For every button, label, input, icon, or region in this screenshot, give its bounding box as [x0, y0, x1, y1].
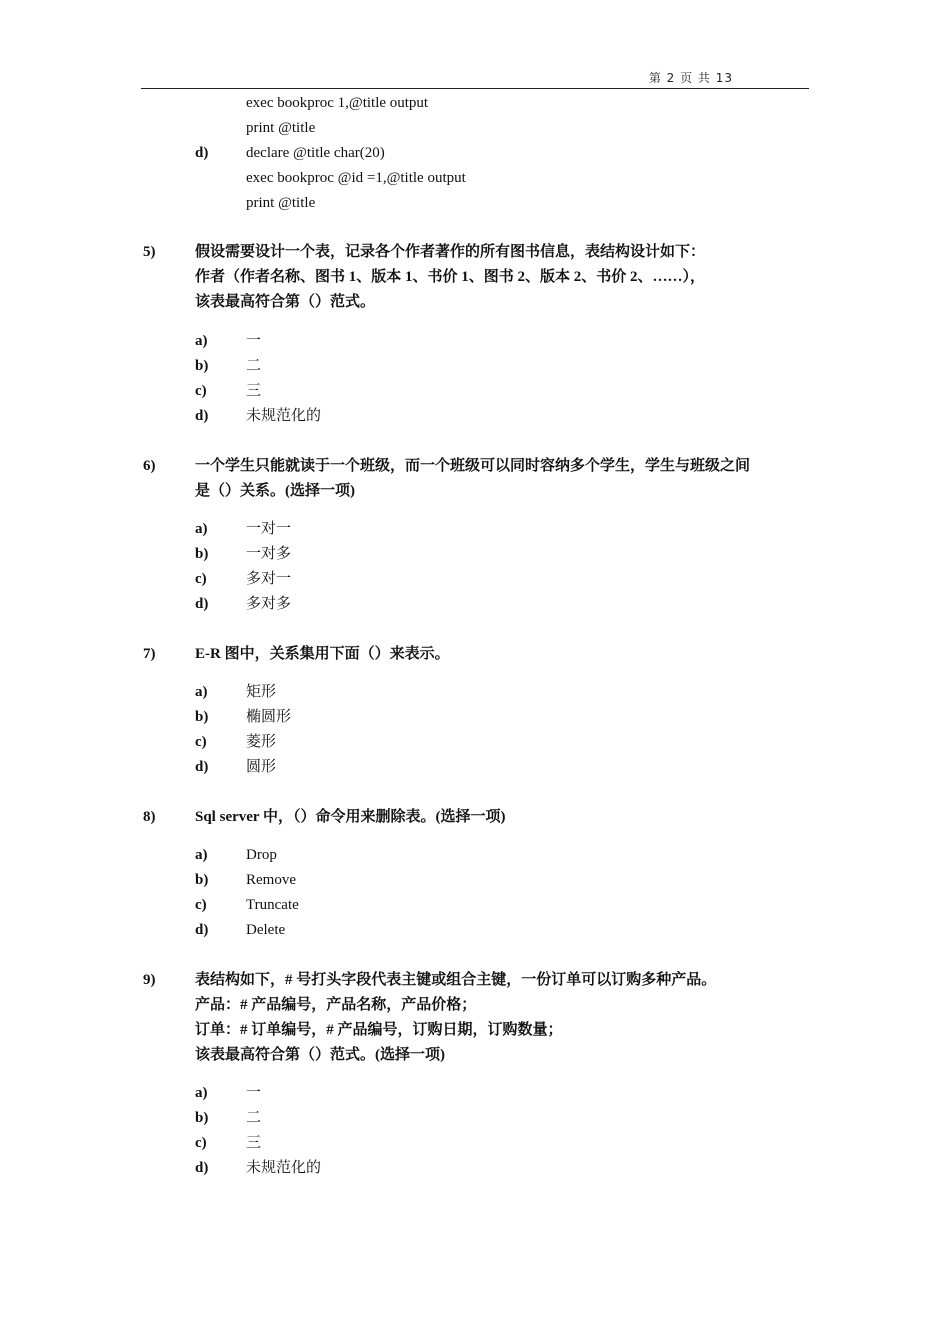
code-line: exec bookproc @id =1,@title output — [246, 170, 466, 186]
question-text: 一个学生只能就读于一个班级，而一个班级可以同时容纳多个学生，学生与班级之间 — [195, 458, 751, 474]
option-text: Drop — [246, 847, 277, 863]
option-letter: a) — [195, 521, 208, 537]
option-letter: d) — [195, 408, 209, 424]
option-text: 矩形 — [246, 684, 277, 700]
option-letter: b) — [195, 358, 209, 374]
option-text: 椭圆形 — [246, 709, 292, 725]
option-letter: a) — [195, 684, 208, 700]
option-letter: c) — [195, 1135, 207, 1151]
page-header — [141, 66, 809, 89]
option-text: 未规范化的 — [246, 408, 322, 424]
option-letter: b) — [195, 709, 209, 725]
question-text: E-R 图中，关系集用下面（）来表示。 — [195, 646, 450, 662]
option-text: 三 — [246, 1135, 262, 1151]
option-letter: d) — [195, 596, 209, 612]
question-text: 订单：# 订单编号，# 产品编号，订购日期，订购数量； — [195, 1022, 563, 1038]
option-text: 二 — [246, 1110, 262, 1126]
code-line: print @title — [246, 195, 316, 211]
option-letter: b) — [195, 872, 209, 888]
option-letter: d) — [195, 145, 209, 161]
page-number-label: 第 2 页 共 13 — [648, 71, 733, 85]
question-number: 7) — [143, 646, 156, 662]
option-letter: c) — [195, 383, 207, 399]
option-text: 多对一 — [246, 571, 292, 587]
question-text: 假设需要设计一个表，记录各个作者著作的所有图书信息，表结构设计如下： — [195, 244, 706, 260]
option-letter: a) — [195, 1085, 208, 1101]
question-text: 该表最高符合第（）范式。 — [195, 294, 376, 310]
option-text: 一对多 — [246, 546, 292, 562]
option-text: 一 — [246, 1085, 262, 1101]
option-text: 未规范化的 — [246, 1160, 322, 1176]
question-text: 产品：# 产品编号，产品名称，产品价格； — [195, 997, 477, 1013]
option-text: Remove — [246, 872, 296, 888]
option-letter: a) — [195, 333, 208, 349]
question-number: 5) — [143, 244, 156, 260]
option-letter: c) — [195, 734, 207, 750]
option-text: 圆形 — [246, 759, 277, 775]
option-text: 二 — [246, 358, 262, 374]
option-text: 多对多 — [246, 596, 292, 612]
option-letter: b) — [195, 1110, 209, 1126]
question-text: Sql server 中，（）命令用来删除表。(选择一项) — [195, 809, 506, 825]
option-text: Delete — [246, 922, 286, 938]
question-text: 作者（作者名称、图书 1、版本 1、书价 1、图书 2、版本 2、书价 2、……）， — [195, 269, 706, 285]
option-letter: d) — [195, 1160, 209, 1176]
code-line: exec bookproc 1,@title output — [246, 95, 429, 111]
option-letter: d) — [195, 922, 209, 938]
question-number: 6) — [143, 458, 156, 474]
option-letter: d) — [195, 759, 209, 775]
option-letter: b) — [195, 546, 209, 562]
question-number: 8) — [143, 809, 156, 825]
option-text: 菱形 — [246, 734, 277, 750]
code-line: declare @title char(20) — [246, 145, 385, 161]
question-text: 该表最高符合第（）范式。(选择一项) — [195, 1047, 445, 1063]
option-text: 一对一 — [246, 521, 292, 537]
question-text: 表结构如下，# 号打头字段代表主键或组合主键，一份订单可以订购多种产品。 — [195, 972, 717, 988]
option-letter: c) — [195, 571, 207, 587]
option-letter: a) — [195, 847, 208, 863]
option-text: 三 — [246, 383, 262, 399]
option-text: Truncate — [246, 897, 299, 913]
question-text: 是（）关系。(选择一项) — [195, 483, 355, 499]
option-text: 一 — [246, 333, 262, 349]
question-number: 9) — [143, 972, 156, 988]
option-letter: c) — [195, 897, 207, 913]
code-line: print @title — [246, 120, 316, 136]
